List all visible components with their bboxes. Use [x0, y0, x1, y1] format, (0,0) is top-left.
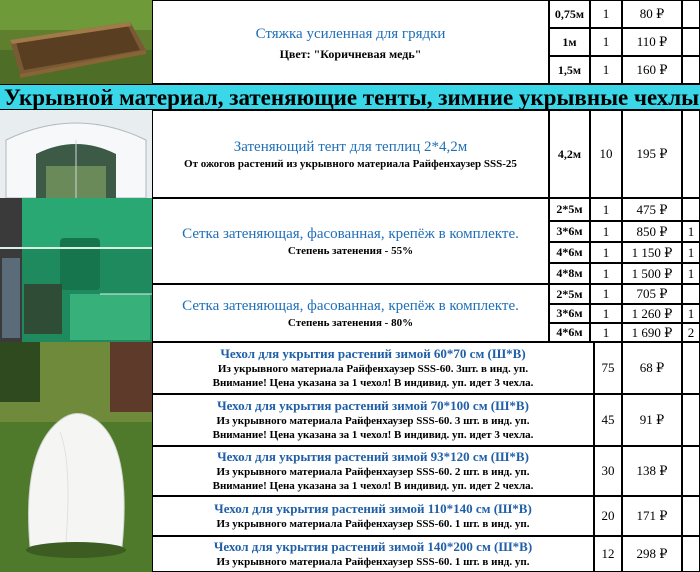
- section4-description: [152, 284, 549, 342]
- cover-2-price: 91 ₽: [622, 394, 682, 446]
- section4-size-1: 2*5м: [549, 284, 590, 304]
- cover-1-title: Чехол для укрытия растений зимой 60*70 см (Ш*В): [220, 346, 526, 361]
- section4-qty-2: 1: [590, 304, 622, 323]
- cover-5-qty: 12: [594, 536, 622, 572]
- section1-size-3: 1,5м: [549, 56, 590, 84]
- section1-extra-3: [682, 56, 700, 84]
- section1-size-2: 1м: [549, 28, 590, 56]
- shade-net-photo: [0, 198, 152, 342]
- cover-4-extra: [682, 496, 700, 536]
- section3-price-2: 850 ₽: [622, 221, 682, 242]
- cover-1-description: [152, 342, 594, 394]
- section3-price-4: 1 500 ₽: [622, 263, 682, 284]
- section1-qty-1: 1: [590, 0, 622, 28]
- cover-1-price: 68 ₽: [622, 342, 682, 394]
- cover-2-qty: 45: [594, 394, 622, 446]
- section3-extra-2: 1: [682, 221, 700, 242]
- section1-extra-2: [682, 28, 700, 56]
- section1-extra-1: [682, 0, 700, 28]
- cover-4-qty: 20: [594, 496, 622, 536]
- cover-2-line1: Из укрывного материала Райфенхаузер SSS-60. 3 шт. в инд. уп.: [216, 415, 530, 427]
- section1-subtitle: Цвет: "Коричневая медь": [279, 46, 422, 61]
- cover-5-description: [152, 536, 594, 572]
- section4-size-2: 3*6м: [549, 304, 590, 323]
- section3-price-3: 1 150 ₽: [622, 242, 682, 263]
- cover-2-description: [152, 394, 594, 446]
- cover-4-description: [152, 496, 594, 536]
- section3-price-1: 475 ₽: [622, 198, 682, 221]
- cover-5-extra: [682, 536, 700, 572]
- cover-2-extra: [682, 394, 700, 446]
- cover-5-title: Чехол для укрытия растений зимой 140*200 см (Ш*В): [213, 539, 533, 554]
- section3-description: [152, 198, 549, 284]
- section4-size-3: 4*6м: [549, 323, 590, 342]
- section3-qty-1: 1: [590, 198, 622, 221]
- section4-extra-1: [682, 284, 700, 304]
- section1-qty-2: 1: [590, 28, 622, 56]
- cover-4-line1: Из укрывного материала Райфенхаузер SSS-60. 1 шт. в инд. уп.: [216, 518, 530, 530]
- cover-2-title: Чехол для укрытия растений зимой 70*100 см (Ш*В): [217, 398, 529, 413]
- section2-subtitle: От ожогов растений из укрывного материала Райфенхаузер SSS-25: [184, 158, 517, 170]
- section3-extra-1: [682, 198, 700, 221]
- section3-qty-3: 1: [590, 242, 622, 263]
- section3-subtitle: Степень затенения - 55%: [287, 245, 414, 257]
- section4-extra-2: 1: [682, 304, 700, 323]
- cover-3-description: [152, 446, 594, 496]
- cover-3-qty: 30: [594, 446, 622, 496]
- section3-size-2: 3*6м: [549, 221, 590, 242]
- section3-title: Сетка затеняющая, фасованная, крепёж в комплекте.: [182, 226, 519, 242]
- cover-3-price: 138 ₽: [622, 446, 682, 496]
- category-banner: Укрывной материал, затеняющие тенты, зимние укрывные чехлы: [0, 84, 700, 110]
- section2-size: 4,2м: [549, 110, 590, 198]
- cover-5-price: 298 ₽: [622, 536, 682, 572]
- section3-extra-4: 1: [682, 263, 700, 284]
- section3-size-1: 2*5м: [549, 198, 590, 221]
- section1-price-1: 80 ₽: [622, 0, 682, 28]
- section4-subtitle: Степень затенения - 80%: [287, 317, 414, 329]
- garden-bed-photo: [0, 0, 152, 84]
- section4-price-1: 705 ₽: [622, 284, 682, 304]
- section3-extra-3: 1: [682, 242, 700, 263]
- cover-1-extra: [682, 342, 700, 394]
- cover-3-line2: Внимание! Цена указана за 1 чехол! В индивид. уп. идет 2 чехла.: [212, 480, 534, 492]
- section4-qty-3: 1: [590, 323, 622, 342]
- section3-size-4: 4*8м: [549, 263, 590, 284]
- cover-1-line1: Из укрывного материала Райфенхаузер SSS-60. 3шт. в инд. уп.: [217, 363, 529, 375]
- cover-1-qty: 75: [594, 342, 622, 394]
- cover-4-price: 171 ₽: [622, 496, 682, 536]
- greenhouse-photo: [0, 110, 152, 198]
- winter-cover-photo: [0, 342, 152, 572]
- section2-title: Затеняющий тент для теплиц 2*4,2м: [233, 139, 468, 155]
- section2-description: [152, 110, 549, 198]
- section4-title: Сетка затеняющая, фасованная, крепёж в комплекте.: [182, 298, 519, 314]
- section4-extra-3: 2: [682, 323, 700, 342]
- section4-price-2: 1 260 ₽: [622, 304, 682, 323]
- cover-3-extra: [682, 446, 700, 496]
- section1-qty-3: 1: [590, 56, 622, 84]
- cover-4-title: Чехол для укрытия растений зимой 110*140 см (Ш*В): [214, 501, 532, 516]
- cover-3-title: Чехол для укрытия растений зимой 93*120 см (Ш*В): [217, 449, 529, 464]
- cover-2-line2: Внимание! Цена указана за 1 чехол! В индивид. уп. идет 3 чехла.: [212, 429, 534, 441]
- section1-price-2: 110 ₽: [622, 28, 682, 56]
- section3-qty-4: 1: [590, 263, 622, 284]
- section2-qty: 10: [590, 110, 622, 198]
- section4-price-3: 1 690 ₽: [622, 323, 682, 342]
- section1-size-1: 0,75м: [549, 0, 590, 28]
- section1-description: [152, 0, 549, 84]
- section1-title: Стяжка усиленная для грядки: [255, 25, 446, 42]
- cover-3-line1: Из укрывного материала Райфенхаузер SSS-60. 2 шт. в инд. уп.: [216, 466, 530, 478]
- section3-qty-2: 1: [590, 221, 622, 242]
- cover-5-line1: Из укрывного материала Райфенхаузер SSS-60. 1 шт. в инд. уп.: [216, 556, 530, 568]
- section1-price-3: 160 ₽: [622, 56, 682, 84]
- section4-qty-1: 1: [590, 284, 622, 304]
- cover-1-line2: Внимание! Цена указана за 1 чехол! В индивид. уп. идет 3 чехла.: [212, 377, 534, 389]
- section2-extra: [682, 110, 700, 198]
- section3-size-3: 4*6м: [549, 242, 590, 263]
- section2-price: 195 ₽: [622, 110, 682, 198]
